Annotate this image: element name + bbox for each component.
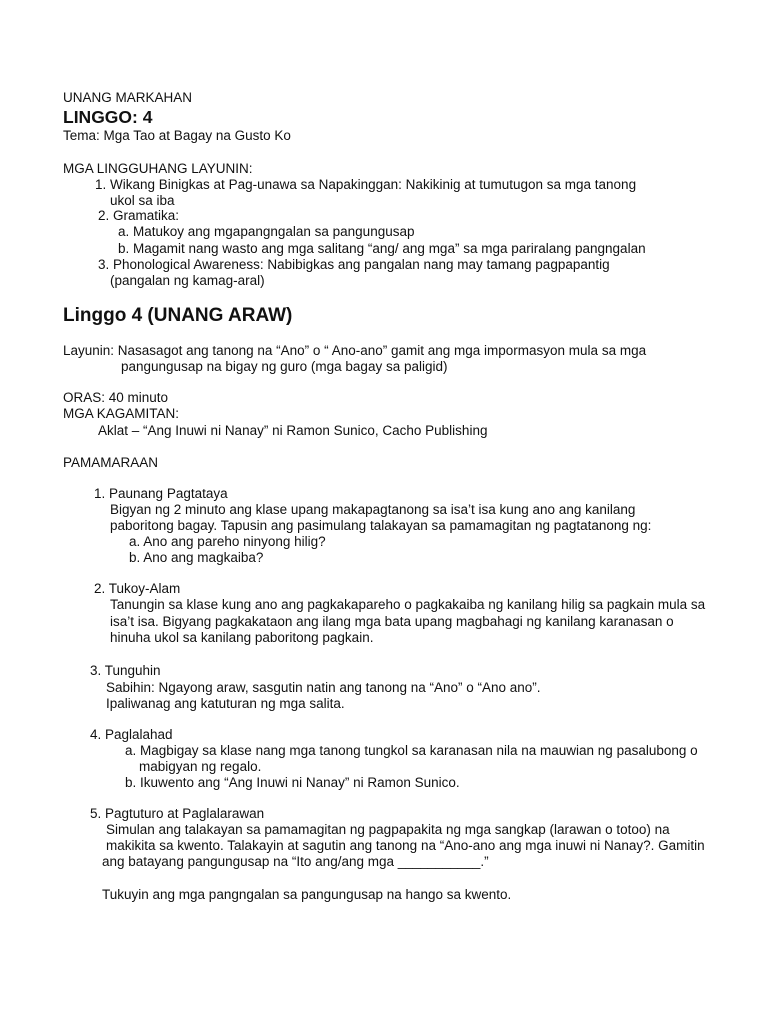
objective-2b: b. Magamit nang wasto ang mga salitang “ang/ ang mga” sa mga pariralang pangngalan <box>118 241 646 256</box>
step-5-title: 5. Pagtuturo at Paglalarawan <box>90 806 265 821</box>
aklat-line: Aklat – “Ang Inuwi ni Nanay” ni Ramon Sunico, Cacho Publishing <box>98 423 488 438</box>
quarter-label: UNANG MARKAHAN <box>63 90 193 105</box>
oras-line: ORAS: 40 minuto <box>63 390 169 405</box>
step-5-line-3: ang batayang pangungusap na “Ito ang/ang mga ___________.” <box>102 854 489 869</box>
step-5-line-4: Tukuyin ang mga pangngalan sa pangungusap na hango sa kwento. <box>102 887 512 902</box>
objective-1-line-2: ukol sa iba <box>110 193 175 208</box>
step-4-title: 4. Paglalahad <box>90 727 173 742</box>
step-1-item-a: a. Ano ang pareho ninyong hilig? <box>129 534 326 549</box>
step-1-line-1: Bigyan ng 2 minuto ang klase upang makapagtanong sa isa’t isa kung ano ang kanilang <box>110 502 636 517</box>
step-1-title: 1. Paunang Pagtataya <box>94 486 228 501</box>
step-2-line-1: Tanungin sa klase kung ano ang pagkakapareho o pagkakaiba ng kanilang hilig sa pagkain mula sa <box>110 597 706 612</box>
step-4-item-a-line-1: a. Magbigay sa klase nang mga tanong tungkol sa karanasan nila na mauwian ng pasalubong o <box>125 743 698 758</box>
step-5-line-2: makikita sa kwento. Talakayin at sagutin ang tanong na “Ano-ano ang mga inuwi ni Nanay?. Gamitin <box>106 838 705 853</box>
step-2-title: 2. Tukoy-Alam <box>94 581 181 596</box>
theme-line: Tema: Mga Tao at Bagay na Gusto Ko <box>63 128 291 143</box>
step-5-line-1: Simulan ang talakayan sa pamamagitan ng pagpapakita ng mga sangkap (larawan o totoo) na <box>106 822 670 837</box>
week-title: LINGGO: 4 <box>63 107 153 127</box>
kagamitan-heading: MGA KAGAMITAN: <box>63 406 180 421</box>
layunin-line-1: Layunin: Nasasagot ang tanong na “Ano” o “ Ano-ano” gamit ang mga impormasyon mula sa mga <box>63 343 647 358</box>
objective-2a: a. Matukoy ang mgapangngalan sa pangungusap <box>118 224 415 239</box>
step-4-item-b: b. Ikuwento ang “Ang Inuwi ni Nanay” ni Ramon Sunico. <box>125 775 460 790</box>
step-3-line-2: Ipaliwanag ang katuturan ng mga salita. <box>106 696 345 711</box>
step-2-line-3: hinuha ukol sa kanilang paboritong pagkain. <box>110 630 374 645</box>
step-1-item-b: b. Ano ang magkaiba? <box>129 550 264 565</box>
step-1-line-2: paboritong bagay. Tapusin ang pasimulang talakayan sa pamamagitan ng pagtatanong ng: <box>110 518 652 533</box>
objective-3-line-2: (pangalan ng kamag-aral) <box>110 273 265 288</box>
step-4-item-a-line-2: mabigyan ng regalo. <box>139 759 262 774</box>
step-3-title: 3. Tunguhin <box>90 663 161 678</box>
objective-1-line-1: 1. Wikang Binigkas at Pag-unawa sa Napakinggan: Nakikinig at tumutugon sa mga tanong <box>95 177 637 192</box>
objectives-heading: MGA LINGGUHANG LAYUNIN: <box>63 161 253 176</box>
layunin-line-2: pangungusap na bigay ng guro (mga bagay sa paligid) <box>121 359 448 374</box>
step-3-line-1: Sabihin: Ngayong araw, sasgutin natin ang tanong na “Ano” o “Ano ano”. <box>106 680 541 695</box>
pamamaraan-heading: PAMAMARAAN <box>63 455 159 470</box>
objective-2: 2. Gramatika: <box>98 208 180 223</box>
day-title: Linggo 4 (UNANG ARAW) <box>63 305 293 326</box>
objective-3-line-1: 3. Phonological Awareness: Nabibigkas ang pangalan nang may tamang pagpapantig <box>98 257 610 272</box>
step-2-line-2: isa’t isa. Bigyang pagkakataon ang ilang mga bata upang magbahagi ng kanilang karanasan o <box>110 614 674 629</box>
